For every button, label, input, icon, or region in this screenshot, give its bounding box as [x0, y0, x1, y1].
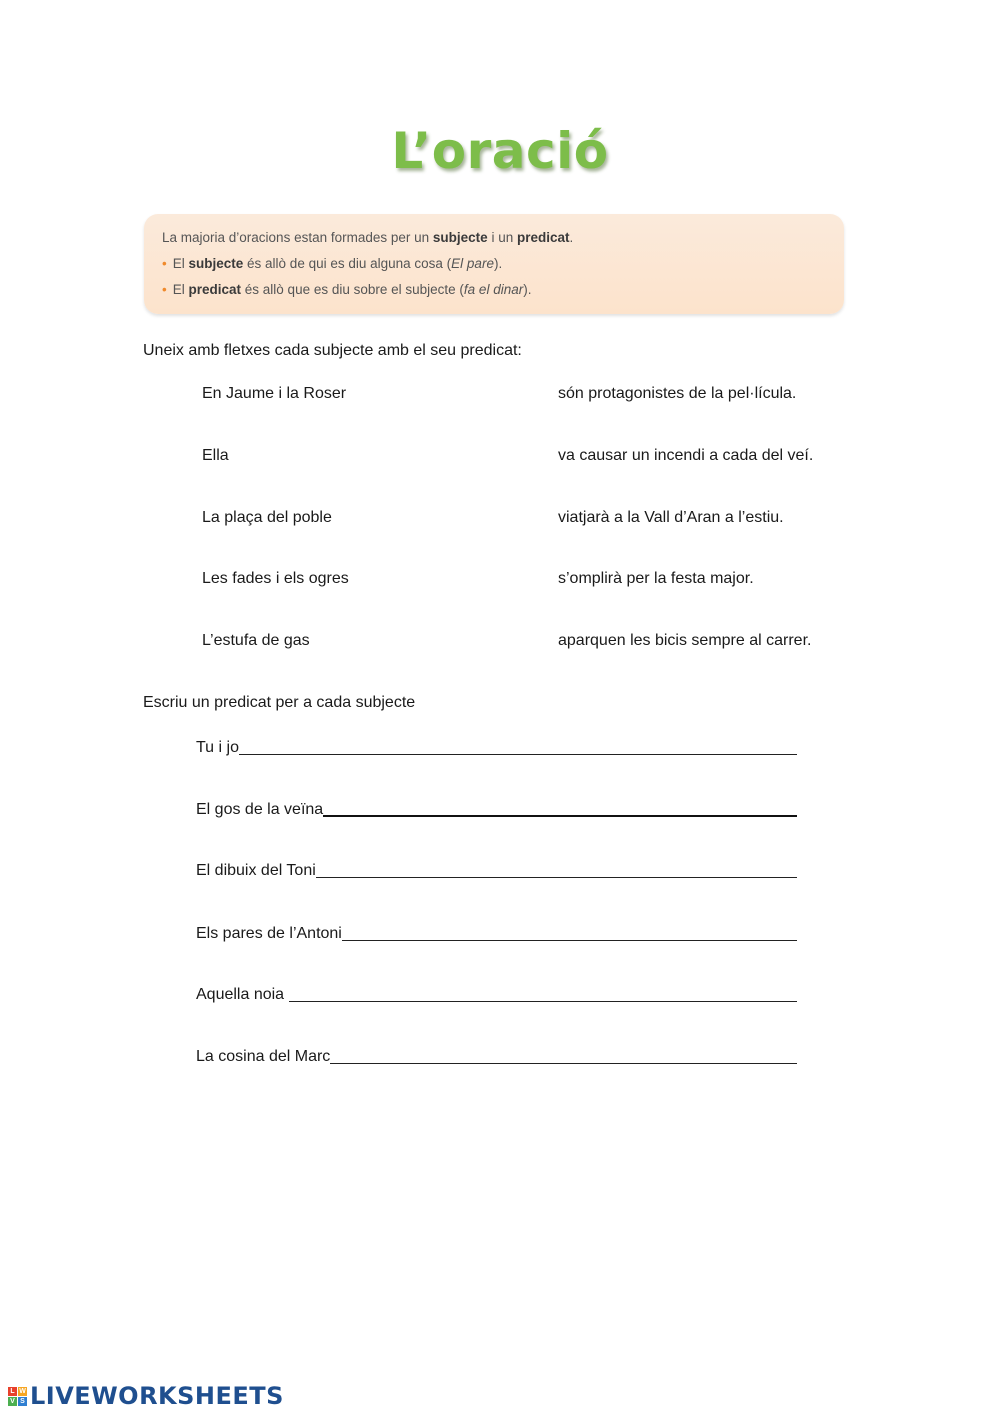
- exercise1-instruction: Uneix amb fletxes cada subjecte amb el seu predicat:: [143, 342, 522, 359]
- info-line-3: • El predicat és allò que es diu sobre el subjecte (fa el dinar).: [162, 282, 532, 297]
- answer-input[interactable]: [289, 1001, 797, 1002]
- fill-row: [196, 735, 797, 757]
- brand-name: LIVEWORKSHEETS: [30, 1382, 284, 1410]
- fill-row: [196, 982, 797, 1004]
- answer-input[interactable]: [330, 1063, 797, 1064]
- predicate-item[interactable]: viatjarà a la Vall d’Aran a l’estiu.: [558, 509, 784, 526]
- subject-item[interactable]: Ella: [202, 447, 229, 464]
- fill-row: [196, 797, 797, 819]
- prompt-label: Aquella noia: [196, 986, 289, 1003]
- footer-brand[interactable]: [8, 1381, 284, 1411]
- prompt-label: Els pares de l’Antoni: [196, 925, 342, 942]
- answer-input[interactable]: [239, 754, 797, 755]
- fill-row: [196, 1044, 797, 1066]
- subject-item[interactable]: La plaça del poble: [202, 509, 332, 526]
- fill-row: [196, 921, 797, 943]
- prompt-label: La cosina del Marc: [196, 1048, 331, 1065]
- prompt-label: El gos de la veïna: [196, 801, 324, 818]
- info-line-1: La majoria d’oracions estan formades per un subjecte i un predicat.: [162, 230, 574, 245]
- page-title: L’oració: [391, 122, 609, 180]
- info-line-2: • El subjecte és allò de qui es diu alguna cosa (El pare).: [162, 256, 503, 271]
- liveworksheets-logo-icon: L W V S: [8, 1387, 27, 1406]
- prompt-label: Tu i jo: [196, 739, 239, 756]
- prompt-label: El dibuix del Toni: [196, 862, 316, 879]
- predicate-item[interactable]: s’omplirà per la festa major.: [558, 570, 754, 587]
- predicate-item[interactable]: aparquen les bicis sempre al carrer.: [558, 632, 812, 649]
- answer-input[interactable]: [342, 940, 797, 941]
- bullet-icon: •: [162, 256, 167, 271]
- predicate-item[interactable]: són protagonistes de la pel·lícula.: [558, 385, 797, 402]
- subject-item[interactable]: Les fades i els ogres: [202, 570, 349, 587]
- answer-input[interactable]: [316, 877, 797, 878]
- answer-input[interactable]: [323, 815, 797, 817]
- subject-item[interactable]: En Jaume i la Roser: [202, 385, 347, 402]
- info-box: [144, 214, 844, 314]
- fill-row: [196, 858, 797, 880]
- exercise2-instruction: Escriu un predicat per a cada subjecte: [143, 694, 416, 711]
- predicate-item[interactable]: va causar un incendi a cada del veí.: [558, 447, 814, 464]
- subject-item[interactable]: L’estufa de gas: [202, 632, 310, 649]
- bullet-icon: •: [162, 282, 167, 297]
